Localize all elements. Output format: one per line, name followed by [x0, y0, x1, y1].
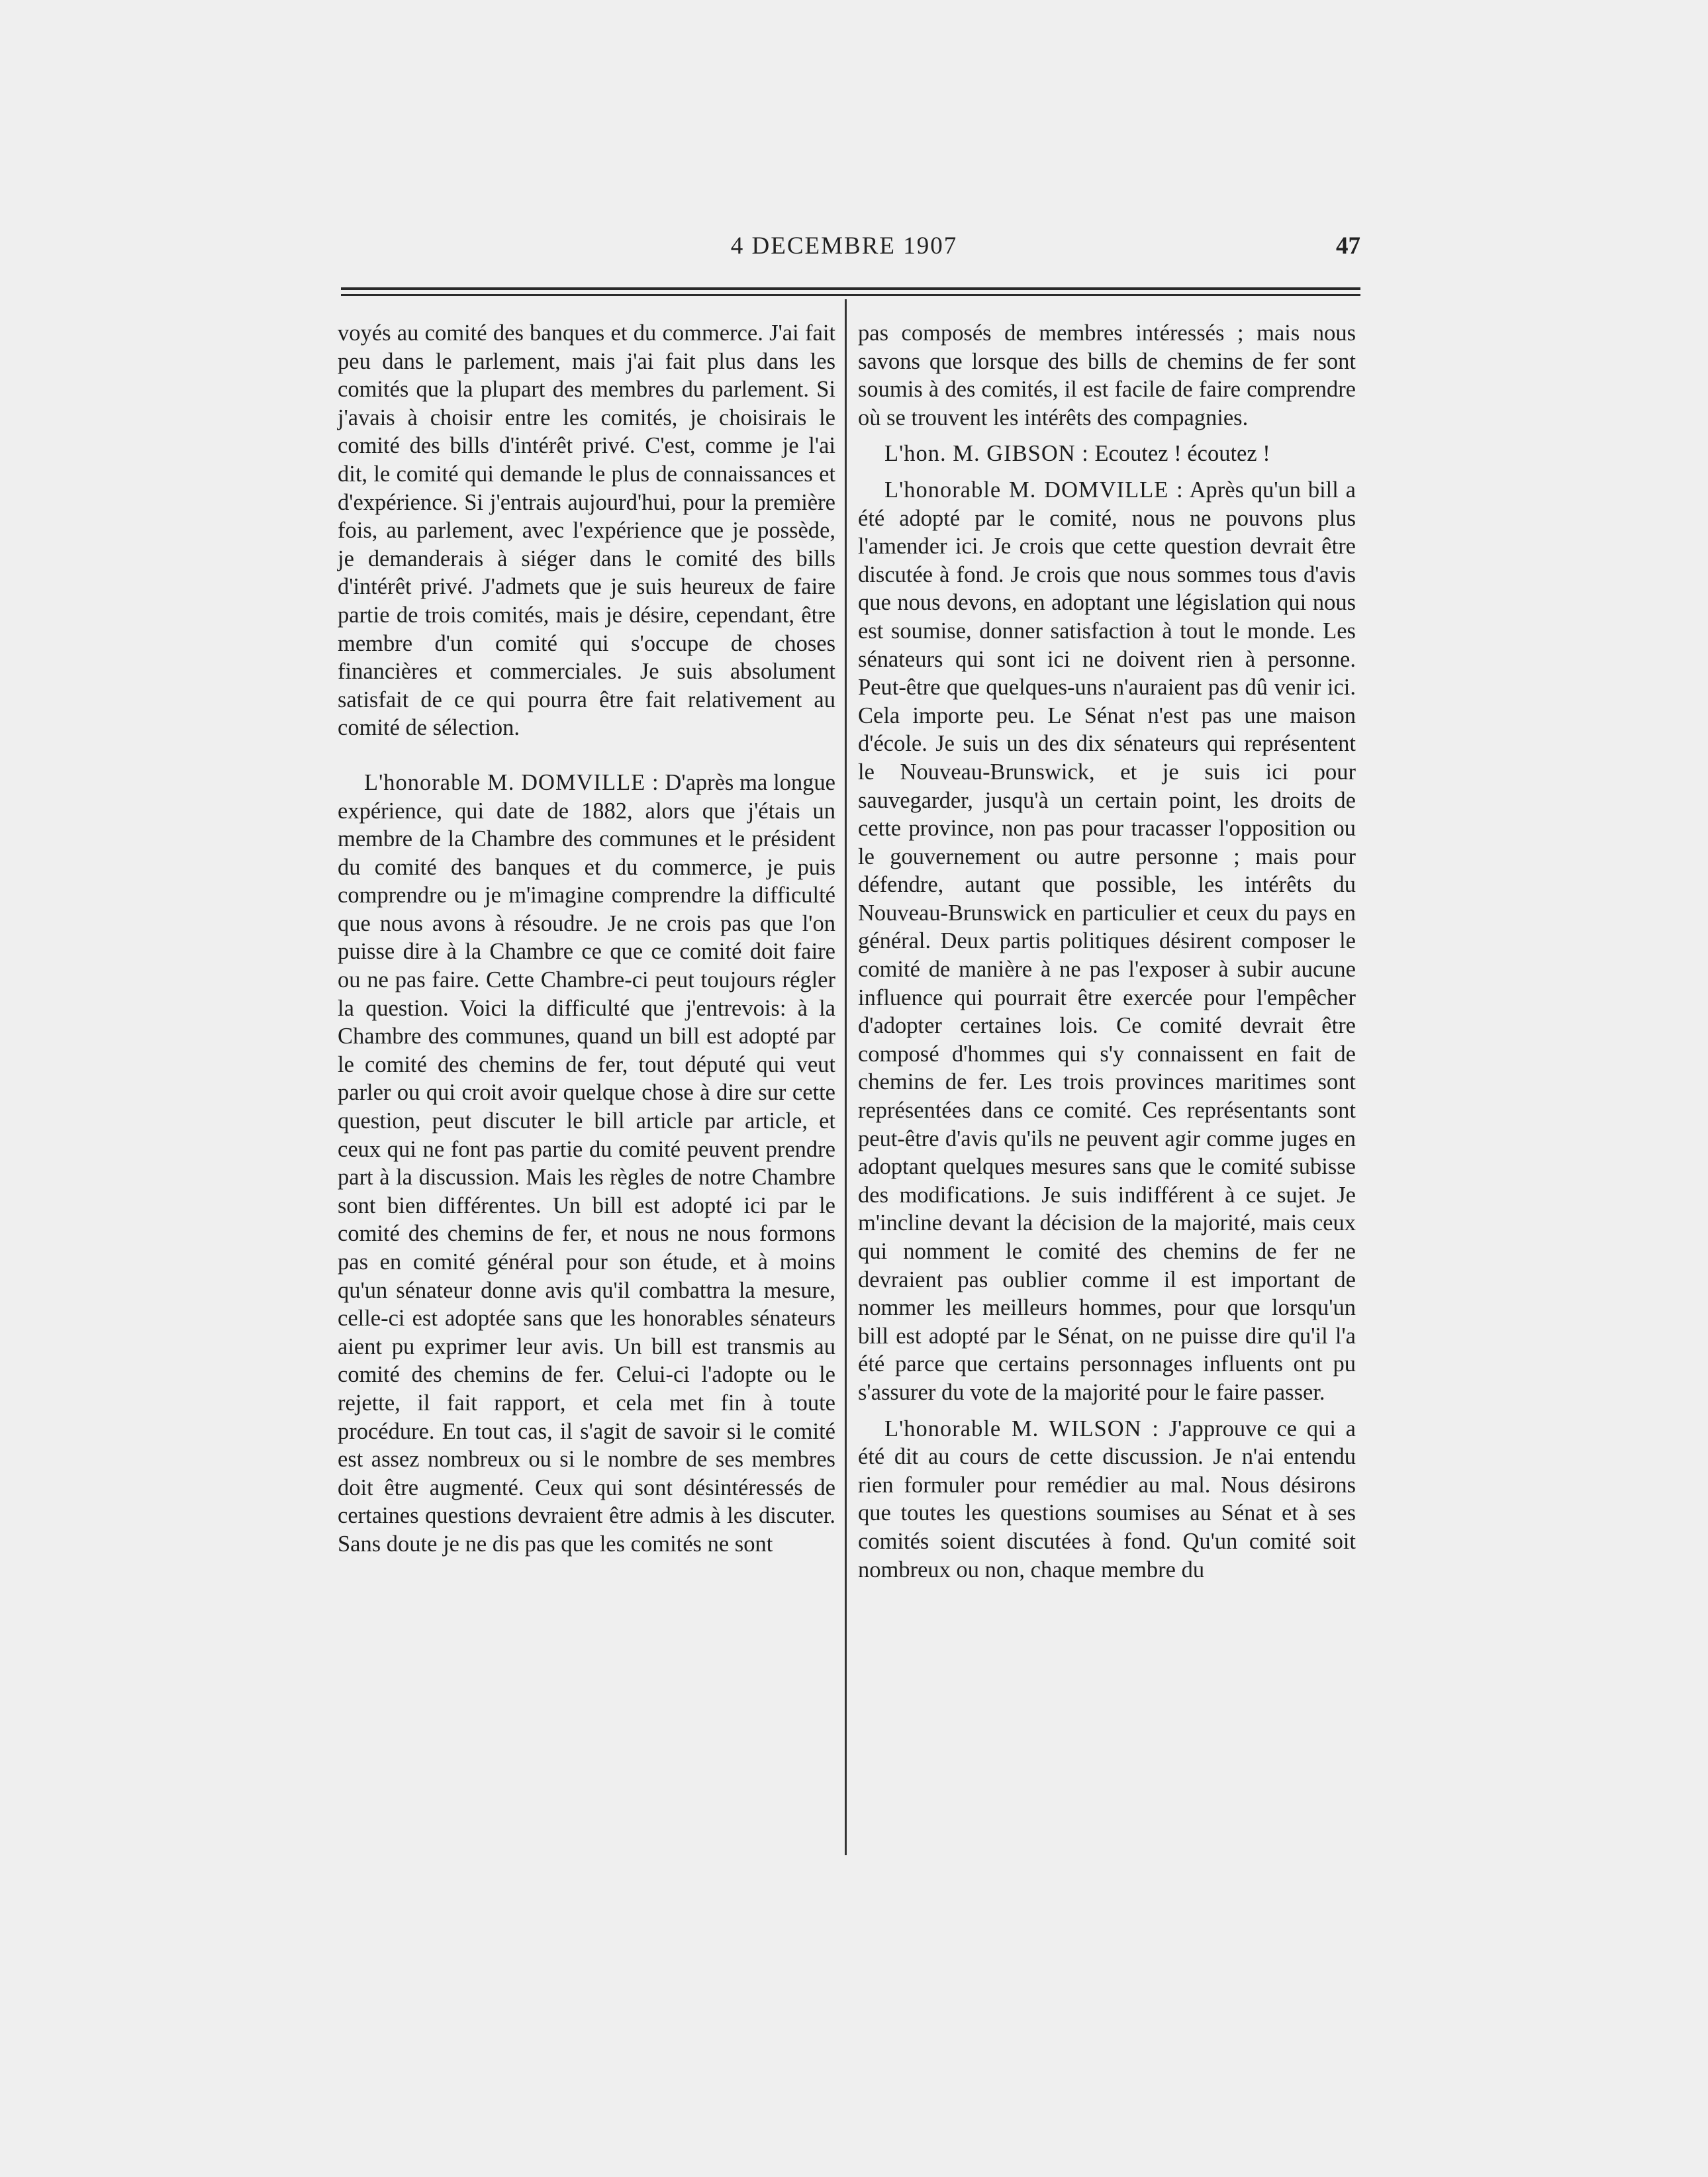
header-rule	[341, 287, 1360, 290]
speaker-name: L'hon. M. GIBSON :	[884, 441, 1089, 467]
left-column	[338, 319, 835, 1567]
speech-paragraph	[858, 476, 1356, 1407]
speech-text: Après qu'un bill a été adopté par le comité, nous ne pouvons plus l'amender ici. Je crois que cette question devrait être discutée à fond. Je crois que nous sommes tous d'avis que nous devons, en adoptant une législation qui nous est soumise, donner satisfaction à tout le monde. Les sénateurs qui sont ici ne doivent rien à personne. Peut-être que quelques-uns n'auraient pas dû venir ici. Cela importe peu. Le Sénat n'est pas une maison d'école. Je suis un des dix sénateurs qui représentent le Nouveau-Brunswick, et je suis ici pour sauvegarder, jusqu'à un certain point, les droits de cette province, non pas pour tracasser l'opposition ou le gouvernement ou autre personne ; mais pour défendre, autant que possible, les intérêts du Nouveau-Brunswick en particulier et ceux du pays en général. Deux partis politiques désirent composer le comité de manière à ne pas l'exposer à subir aucune influence qui pourrait être exercée pour l'empêcher d'adopter certaines lois. Ce comité devrait être composé d'hommes qui s'y connaissent en fait de chemins de fer. Les trois provinces maritimes sont représentées dans ce comité. Ces représentants sont peut-être d'avis qu'ils ne peuvent agir comme juges en adoptant quelques mesures sans que le comité subisse des modifications. Je suis indifférent à ce sujet. Je m'incline devant la décision de la majorité, mais ceux qui nomment le comité des chemins de fer ne devraient pas oublier comme il est important de nommer les meilleurs hommes, pour que lorsqu'un bill est adopté par le Sénat, on ne puisse dire qu'il l'a été parce que certains personnages influents ont pu s'assurer du vote de la majorité pour le faire passer.	[858, 477, 1356, 1405]
paragraph: voyés au comité des banques et du commerce. J'ai fait peu dans le parlement, mais j'ai fait plus dans les comités que la plupart des membres du parlement. Si j'avais à choisir entre les comités, je choisirais le comité des bills d'intérêt privé. C'est, comme je l'ai dit, le comité qui demande le plus de connaissances et d'expérience. Si j'entrais aujourd'hui, pour la première fois, au parlement, avec l'expérience que je possède, je demanderais à siéger dans le comité des bills d'intérêt privé. J'admets que je suis heureux de faire partie de trois comités, mais je désire, cependant, être membre d'un comité qui s'occupe de choses financières et commerciales. Je suis absolument satisfait de ce qui pourra être fait relativement au comité de sélection.	[338, 320, 835, 741]
page-number: 47	[1336, 232, 1360, 260]
speech-paragraph	[858, 440, 1356, 468]
speech-text: D'après ma longue expérience, qui date de 1882, alors que j'étais un membre de la Chambre des communes et le président du comité des banques et du commerce, je puis comprendre ou je m'imagine comprendre la difficulté que nous avons à résoudre. Je ne crois pas que l'on puisse dire à la Chambre ce que ce comité doit faire ou ne pas faire. Cette Chambre-ci peut toujours régler la question. Voici la difficulté que j'entrevois: à la Chambre des communes, quand un bill est adopté par le comité des chemins de fer, tout député qui veut parler ou qui croit avoir quelque chose à dire sur cette question, peut discuter le bill article par article, et ceux qui ne font pas partie du comité peuvent prendre part à la discussion. Mais les règles de notre Chambre sont bien différentes. Un bill est adopté ici par le comité des chemins de fer, et nous ne nous formons pas en comité général pour son étude, et à moins qu'un sénateur donne avis qu'il combattra la mesure, celle-ci est adoptée sans que les honorables sénateurs aient pu exprimer leur avis. Un bill est transmis au comité des chemins de fer. Celui-ci l'adopte ou le rejette, il fait rapport, et cela met fin à toute procédure. En tout cas, il s'agit de savoir si le comité est assez nombreux ou si le nombre de ses membres doit être augmenté. Ceux qui sont désintéressés de certaines questions devraient être admis à les discuter. Sans doute je ne dis pas que les comités ne sont	[338, 769, 835, 1557]
speaker-name: L'honorable M. DOMVILLE :	[364, 769, 659, 795]
speaker-name: L'honorable M. DOMVILLE :	[884, 477, 1184, 503]
speech-text: J'approuve ce qui a été dit au cours de cette discussion. Je n'ai entendu rien formuler pour remédier au mal. Nous désirons que toutes les questions soumises au Sénat et à ses comités soient discutées à fond. Qu'un comité soit nombreux ou non, chaque membre du	[858, 1416, 1356, 1582]
speech-paragraph	[858, 1415, 1356, 1584]
right-column	[858, 319, 1356, 1592]
header-rule-secondary	[341, 294, 1360, 296]
paragraph: pas composés de membres intéressés ; mais nous savons que lorsque des bills de chemins de fer sont soumis à des comités, il est facile de faire comprendre où se trouvent les intérêts des compagnies.	[858, 320, 1356, 430]
speech-paragraph	[338, 769, 835, 1559]
column-divider	[845, 299, 847, 1855]
speaker-name: L'honorable M. WILSON :	[884, 1416, 1159, 1441]
running-head-date: 4 DECEMBRE 1907	[730, 232, 958, 260]
speech-text: Ecoutez ! écoutez !	[1088, 441, 1270, 467]
